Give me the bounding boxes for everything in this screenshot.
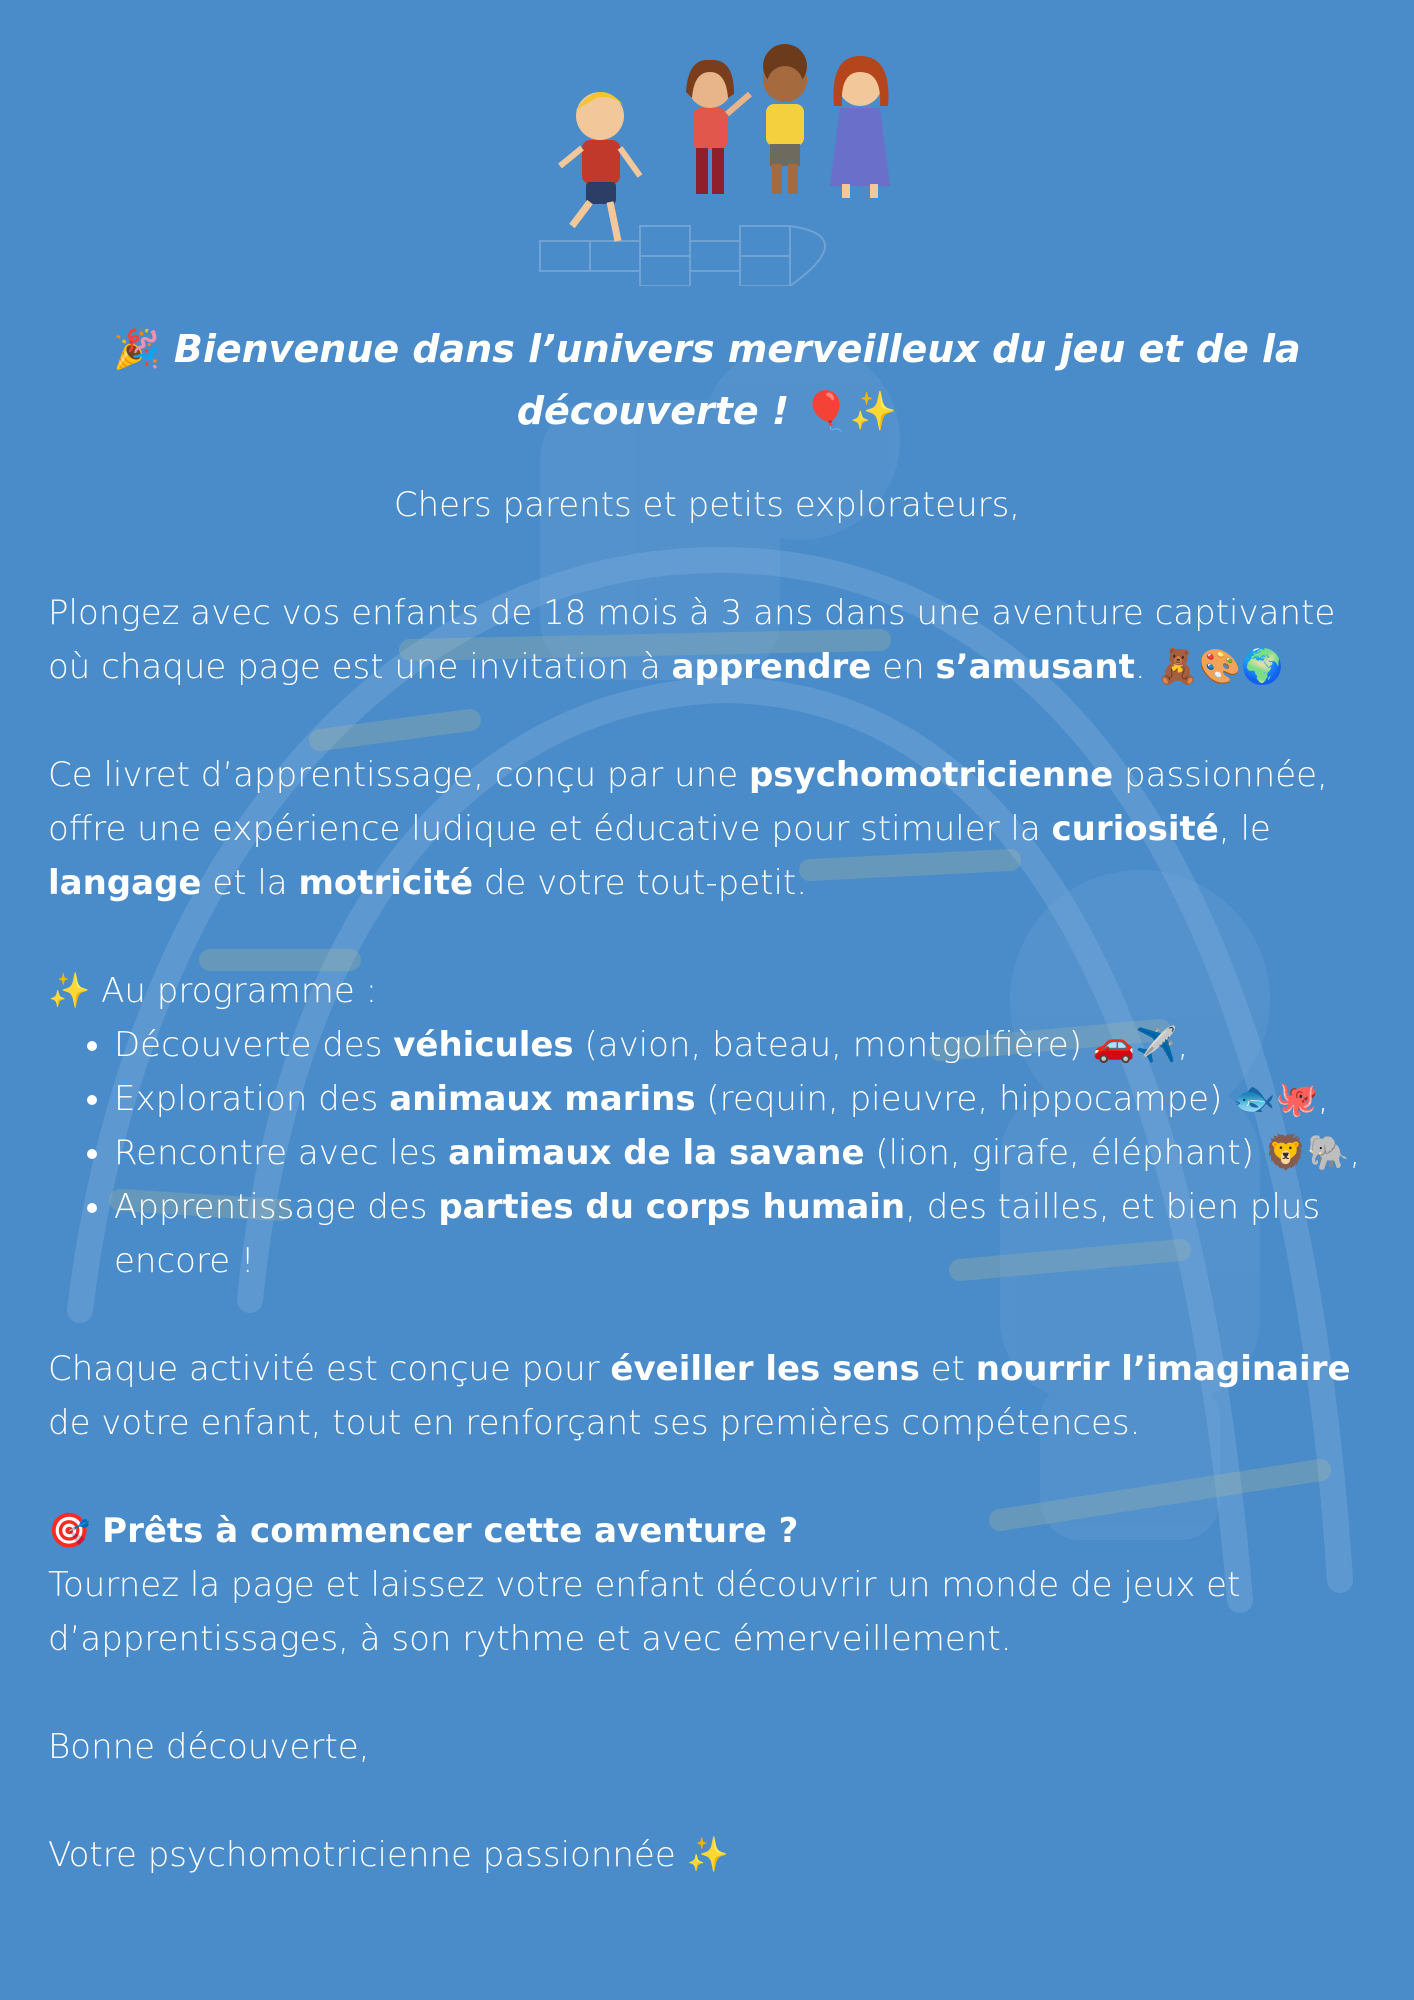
item-text: , [1177, 1025, 1189, 1065]
item-bold: parties du corps humain [438, 1187, 906, 1227]
item-bold: animaux marins [389, 1079, 696, 1119]
intro-paragraph [48, 586, 1366, 694]
balloon-sparkles-icon: 🎈✨ [802, 389, 898, 433]
activity-text: de votre enfant, tout en renforçant ses premières compétences. [48, 1403, 1141, 1443]
activity-text: Chaque activité est conçue pour [48, 1349, 611, 1389]
description-bold: langage [48, 863, 202, 903]
page-title [108, 318, 1306, 442]
intro-bold-samusant: s’amusant [935, 647, 1135, 687]
item-text: (lion, girafe, éléphant) [864, 1133, 1265, 1173]
intro-text: en [871, 647, 936, 687]
ready-heading-text: Prêts à commencer cette aventure ? [90, 1511, 799, 1551]
ready-heading [48, 1504, 1366, 1558]
item-text: Apprentissage des [114, 1187, 439, 1227]
fish-octopus-icons: 🐟🐙 [1233, 1079, 1318, 1119]
intro-text: Plongez avec vos enfants de 18 mois à 3 ans dans une aventure captivante où chaque page est une invitation à [48, 593, 1336, 687]
intro-bold-apprendre: apprendre [671, 647, 872, 687]
children-hopscotch-illustration [500, 36, 920, 286]
item-text: (avion, bateau, montgolfière) [573, 1025, 1093, 1065]
lion-elephant-icons: 🦁🐘 [1264, 1133, 1350, 1173]
ready-text: Tournez la page et laissez votre enfant découvrir un monde de jeux et d’apprentissages, à son rythme et avec émerveillement. [48, 1565, 1241, 1659]
activity-bold: éveiller les sens [610, 1349, 920, 1389]
sparkles-icon: ✨ [686, 1835, 729, 1875]
description-text: Ce livret d’apprentissage, conçu par une [48, 755, 749, 795]
signature [48, 1828, 1366, 1882]
car-airplane-icons: 🚗✈️ [1092, 1025, 1178, 1065]
item-text: , [1349, 1133, 1361, 1173]
list-item [114, 1126, 1366, 1180]
teddy-palette-globe-icons: 🧸🎨🌍 [1156, 647, 1284, 687]
activity-text: et [919, 1349, 976, 1389]
item-text: Rencontre avec les [114, 1133, 449, 1173]
list-item [114, 1018, 1366, 1072]
program-heading [48, 964, 1366, 1018]
description-text: , le [1218, 809, 1271, 849]
signature-text: Votre psychomotricienne passionnée [48, 1835, 687, 1875]
description-paragraph [48, 748, 1366, 910]
description-bold: motricité [298, 863, 474, 903]
description-bold: curiosité [1051, 809, 1219, 849]
closing: Bonne découverte, [48, 1727, 370, 1767]
item-text: (requin, pieuvre, hippocampe) [695, 1079, 1234, 1119]
item-bold: véhicules [393, 1025, 574, 1065]
letter-content [48, 318, 1366, 1882]
item-bold: animaux de la savane [448, 1133, 865, 1173]
list-item [114, 1180, 1366, 1288]
activity-paragraph [48, 1342, 1366, 1450]
description-text: de votre tout-petit. [473, 863, 808, 903]
item-text: , [1317, 1079, 1329, 1119]
party-popper-icon: 🎉 [113, 327, 161, 371]
sparkles-icon: ✨ [48, 971, 91, 1011]
description-text: passionnée, offre une expérience ludique et éducative pour stimuler la [48, 755, 1328, 849]
greeting: Chers parents et petits explorateurs, [393, 485, 1021, 525]
title-text: Bienvenue dans l’univers merveilleux du jeu et de la découverte ! [173, 327, 1301, 433]
description-text: et la [201, 863, 299, 903]
intro-text: . [1134, 647, 1157, 687]
activity-bold: nourrir l’imaginaire [975, 1349, 1351, 1389]
program-heading-text: Au programme : [90, 971, 378, 1011]
item-text: Découverte des [114, 1025, 394, 1065]
list-item [114, 1072, 1366, 1126]
item-text: Exploration des [114, 1079, 390, 1119]
target-icon: 🎯 [48, 1511, 91, 1551]
description-bold: psychomotricienne [748, 755, 1114, 795]
program-list [48, 1018, 1366, 1288]
item-text: , des tailles, et bien plus encore ! [114, 1187, 1321, 1281]
